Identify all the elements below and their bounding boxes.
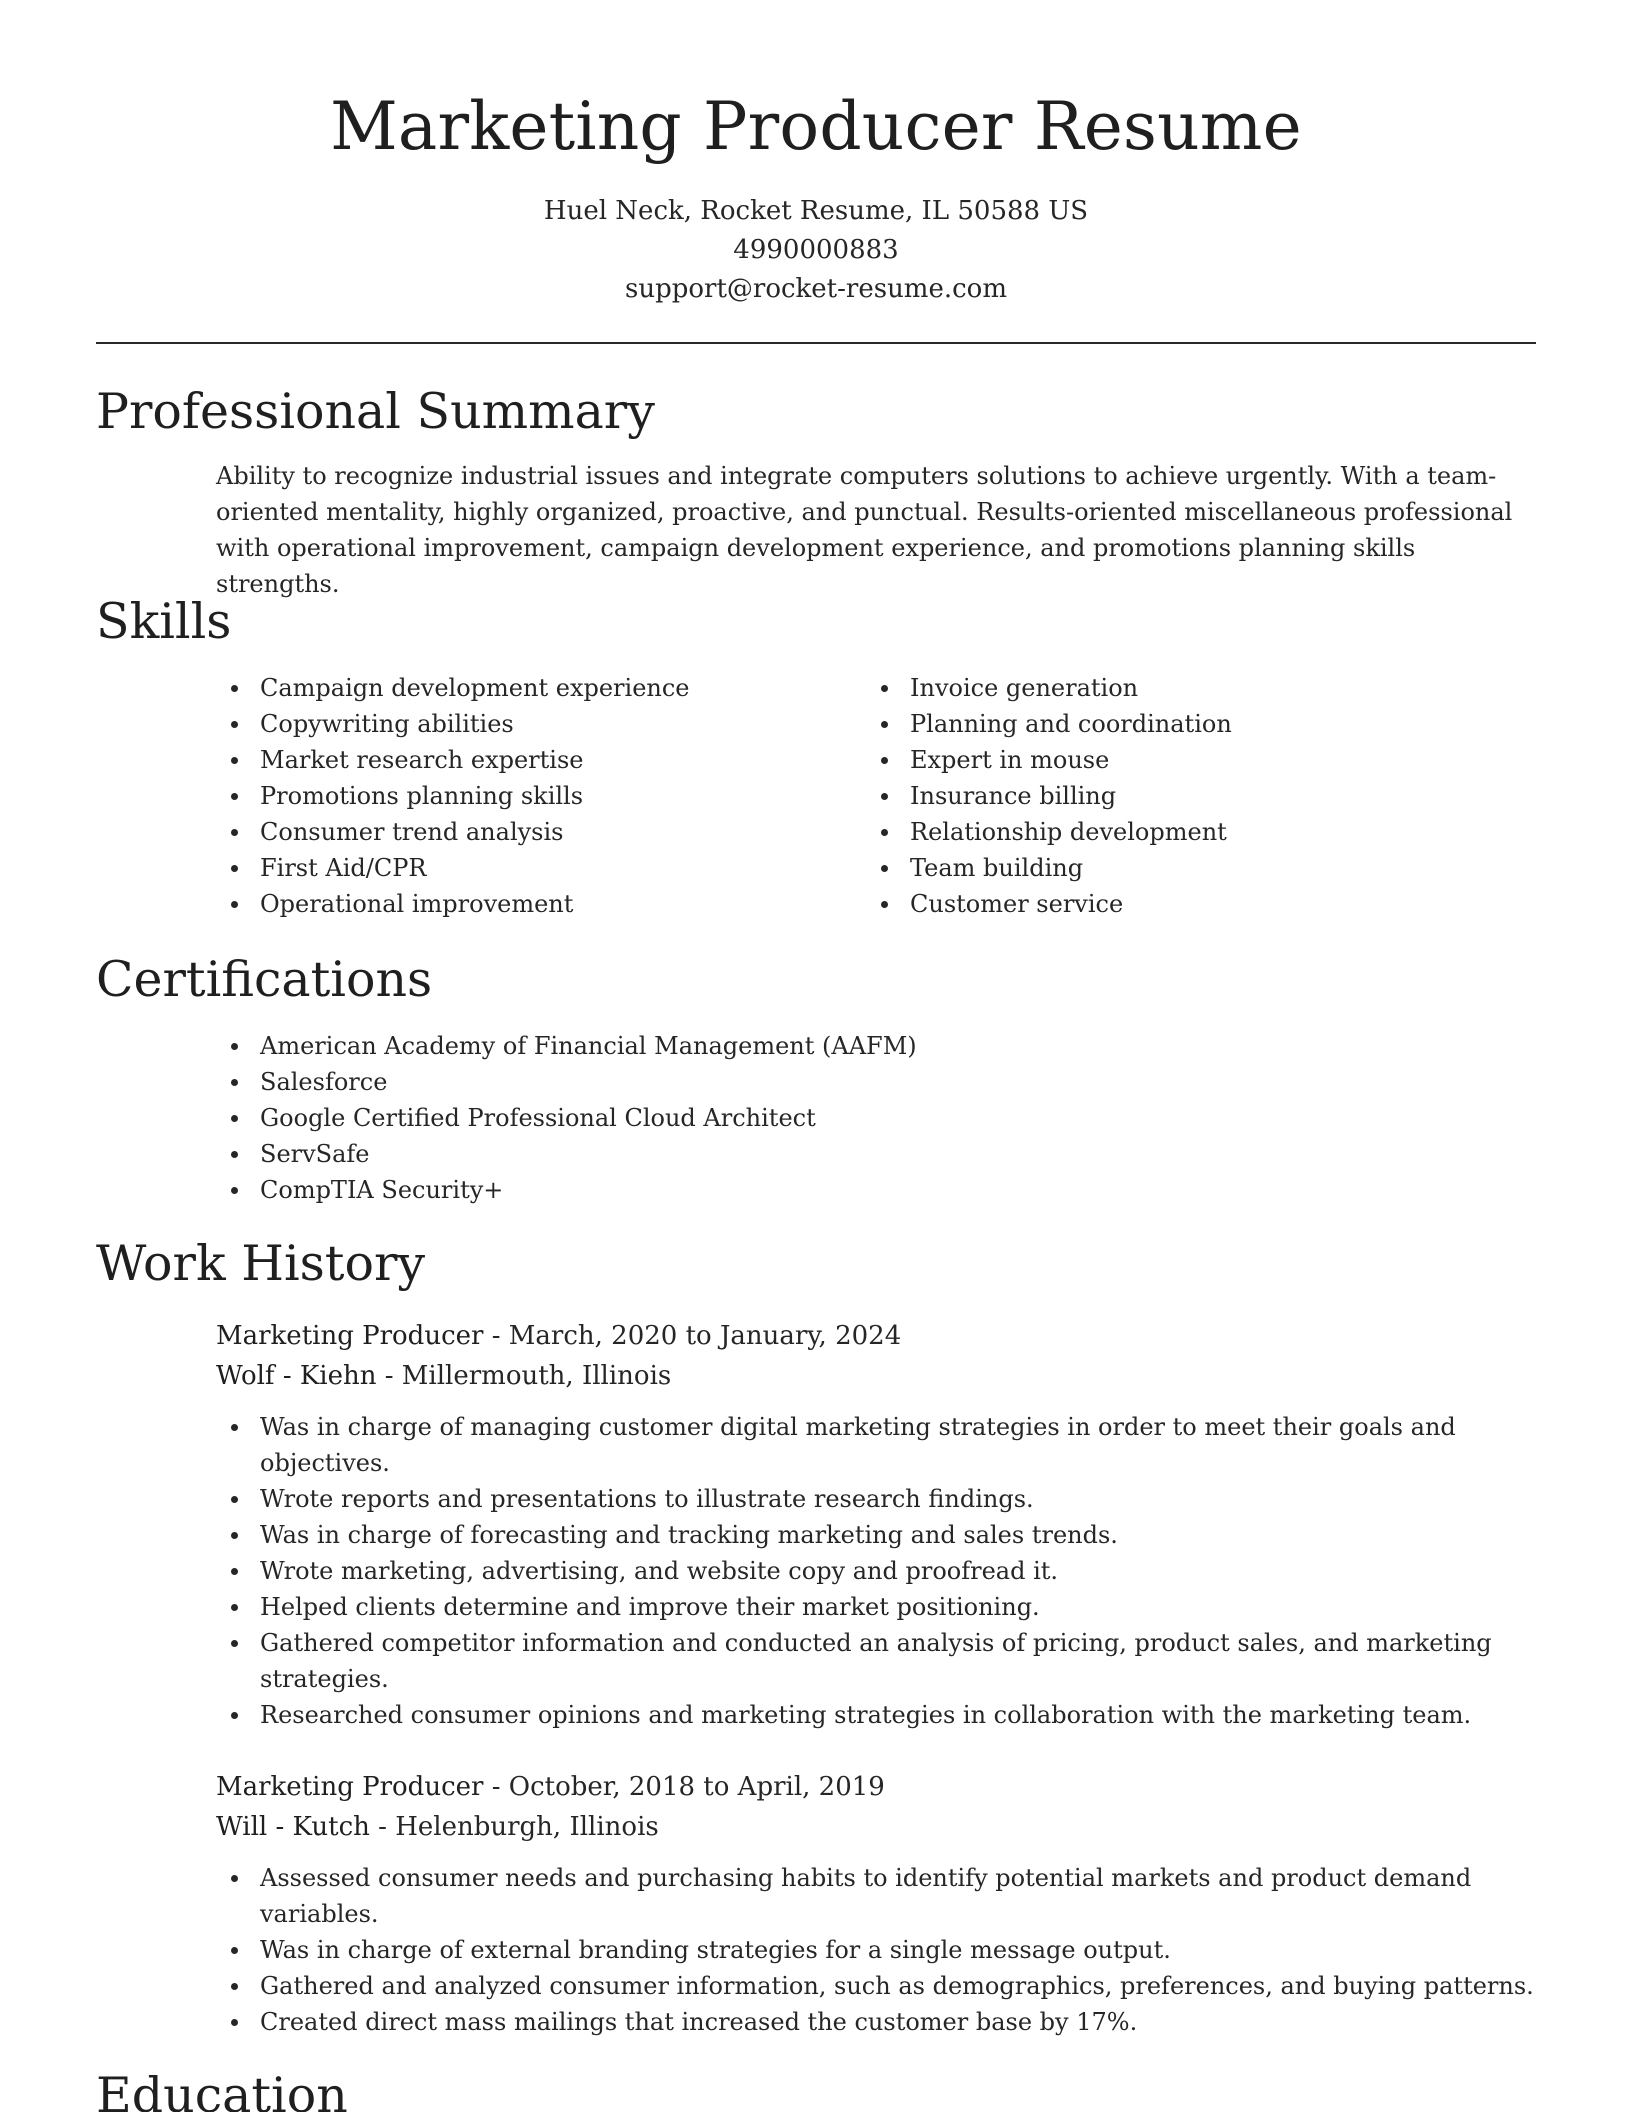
list-item: Customer service: [866, 886, 1506, 922]
header-divider: [96, 342, 1536, 344]
list-item: Copywriting abilities: [216, 706, 856, 742]
contact-email: support@rocket-resume.com: [624, 274, 1007, 304]
list-item: Was in charge of external branding strategies for a single message output.: [216, 1932, 1536, 1968]
list-item: Researched consumer opinions and marketing strategies in collaboration with the marketing team.: [216, 1697, 1536, 1733]
job-1-company: Wolf - Kiehn: [216, 1361, 377, 1391]
job-1-dates: - March, 2020 to January, 2024: [483, 1321, 902, 1351]
list-item: Salesforce: [216, 1064, 1536, 1100]
job-2-header: [216, 1767, 1536, 1847]
list-item: Market research expertise: [216, 742, 856, 778]
list-item: Consumer trend analysis: [216, 814, 856, 850]
list-item: Assessed consumer needs and purchasing habits to identify potential markets and product demand variables.: [216, 1860, 1536, 1932]
list-item: ServSafe: [216, 1136, 1536, 1172]
list-item: American Academy of Financial Management (AAFM): [216, 1028, 1536, 1064]
list-item: Relationship development: [866, 814, 1506, 850]
skills-list-right: [866, 670, 1506, 922]
list-item: Helped clients determine and improve their market positioning.: [216, 1589, 1536, 1625]
list-item: Gathered and analyzed consumer information, such as demographics, preferences, and buying patterns.: [216, 1968, 1536, 2004]
section-title-certifications: Certifications: [96, 951, 433, 1008]
job-1-location: - Millermouth, Illinois: [376, 1361, 672, 1391]
job-2-company: Will - Kutch: [216, 1812, 370, 1842]
list-item: CompTIA Security+: [216, 1172, 1536, 1208]
certifications-list: [216, 1028, 1536, 1208]
list-item: First Aid/CPR: [216, 850, 856, 886]
list-item: Was in charge of forecasting and tracking marketing and sales trends.: [216, 1517, 1536, 1553]
list-item: Gathered competitor information and conducted an analysis of pricing, product sales, and marketing strategies.: [216, 1625, 1536, 1697]
job-2-location: - Helenburgh, Illinois: [369, 1812, 659, 1842]
job-1-role: Marketing Producer: [216, 1321, 484, 1351]
list-item: Team building: [866, 850, 1506, 886]
section-title-summary: Professional Summary: [96, 383, 655, 440]
job-1-header: [216, 1316, 1536, 1396]
list-item: Planning and coordination: [866, 706, 1506, 742]
resume-title: Marketing Producer Resume: [330, 88, 1302, 165]
list-item: Invoice generation: [866, 670, 1506, 706]
job-2-role: Marketing Producer: [216, 1772, 484, 1802]
list-item: Insurance billing: [866, 778, 1506, 814]
list-item: Created direct mass mailings that increased the customer base by 17%.: [216, 2004, 1536, 2040]
resume-header: [0, 0, 1632, 309]
section-title-education: Education: [96, 2067, 348, 2112]
section-title-skills: Skills: [96, 593, 232, 650]
list-item: Google Certified Professional Cloud Architect: [216, 1100, 1536, 1136]
job-2-bullets: [216, 1860, 1536, 2040]
list-item: Campaign development experience: [216, 670, 856, 706]
list-item: Operational improvement: [216, 886, 856, 922]
list-item: Wrote marketing, advertising, and website copy and proofread it.: [216, 1553, 1536, 1589]
job-2-dates: - October, 2018 to April, 2019: [483, 1772, 885, 1802]
summary-text: Ability to recognize industrial issues and integrate computers solutions to achieve urgently. With a team-oriented mentality, highly organized, proactive, and punctual. Results-oriented miscellaneous professional with operational improvement, campaign development experience, and promotions planning skills strengths.: [216, 462, 1513, 598]
skills-list-left: [216, 670, 856, 922]
list-item: Wrote reports and presentations to illustrate research findings.: [216, 1481, 1536, 1517]
list-item: Was in charge of managing customer digital marketing strategies in order to meet their goals and objectives.: [216, 1409, 1536, 1481]
list-item: Expert in mouse: [866, 742, 1506, 778]
section-title-work-history: Work History: [96, 1235, 426, 1292]
contact-address: Huel Neck, Rocket Resume, IL 50588 US: [543, 196, 1089, 226]
contact-block: [0, 192, 1632, 309]
list-item: Promotions planning skills: [216, 778, 856, 814]
job-1-bullets: [216, 1409, 1536, 1733]
contact-phone: 4990000883: [733, 235, 899, 265]
